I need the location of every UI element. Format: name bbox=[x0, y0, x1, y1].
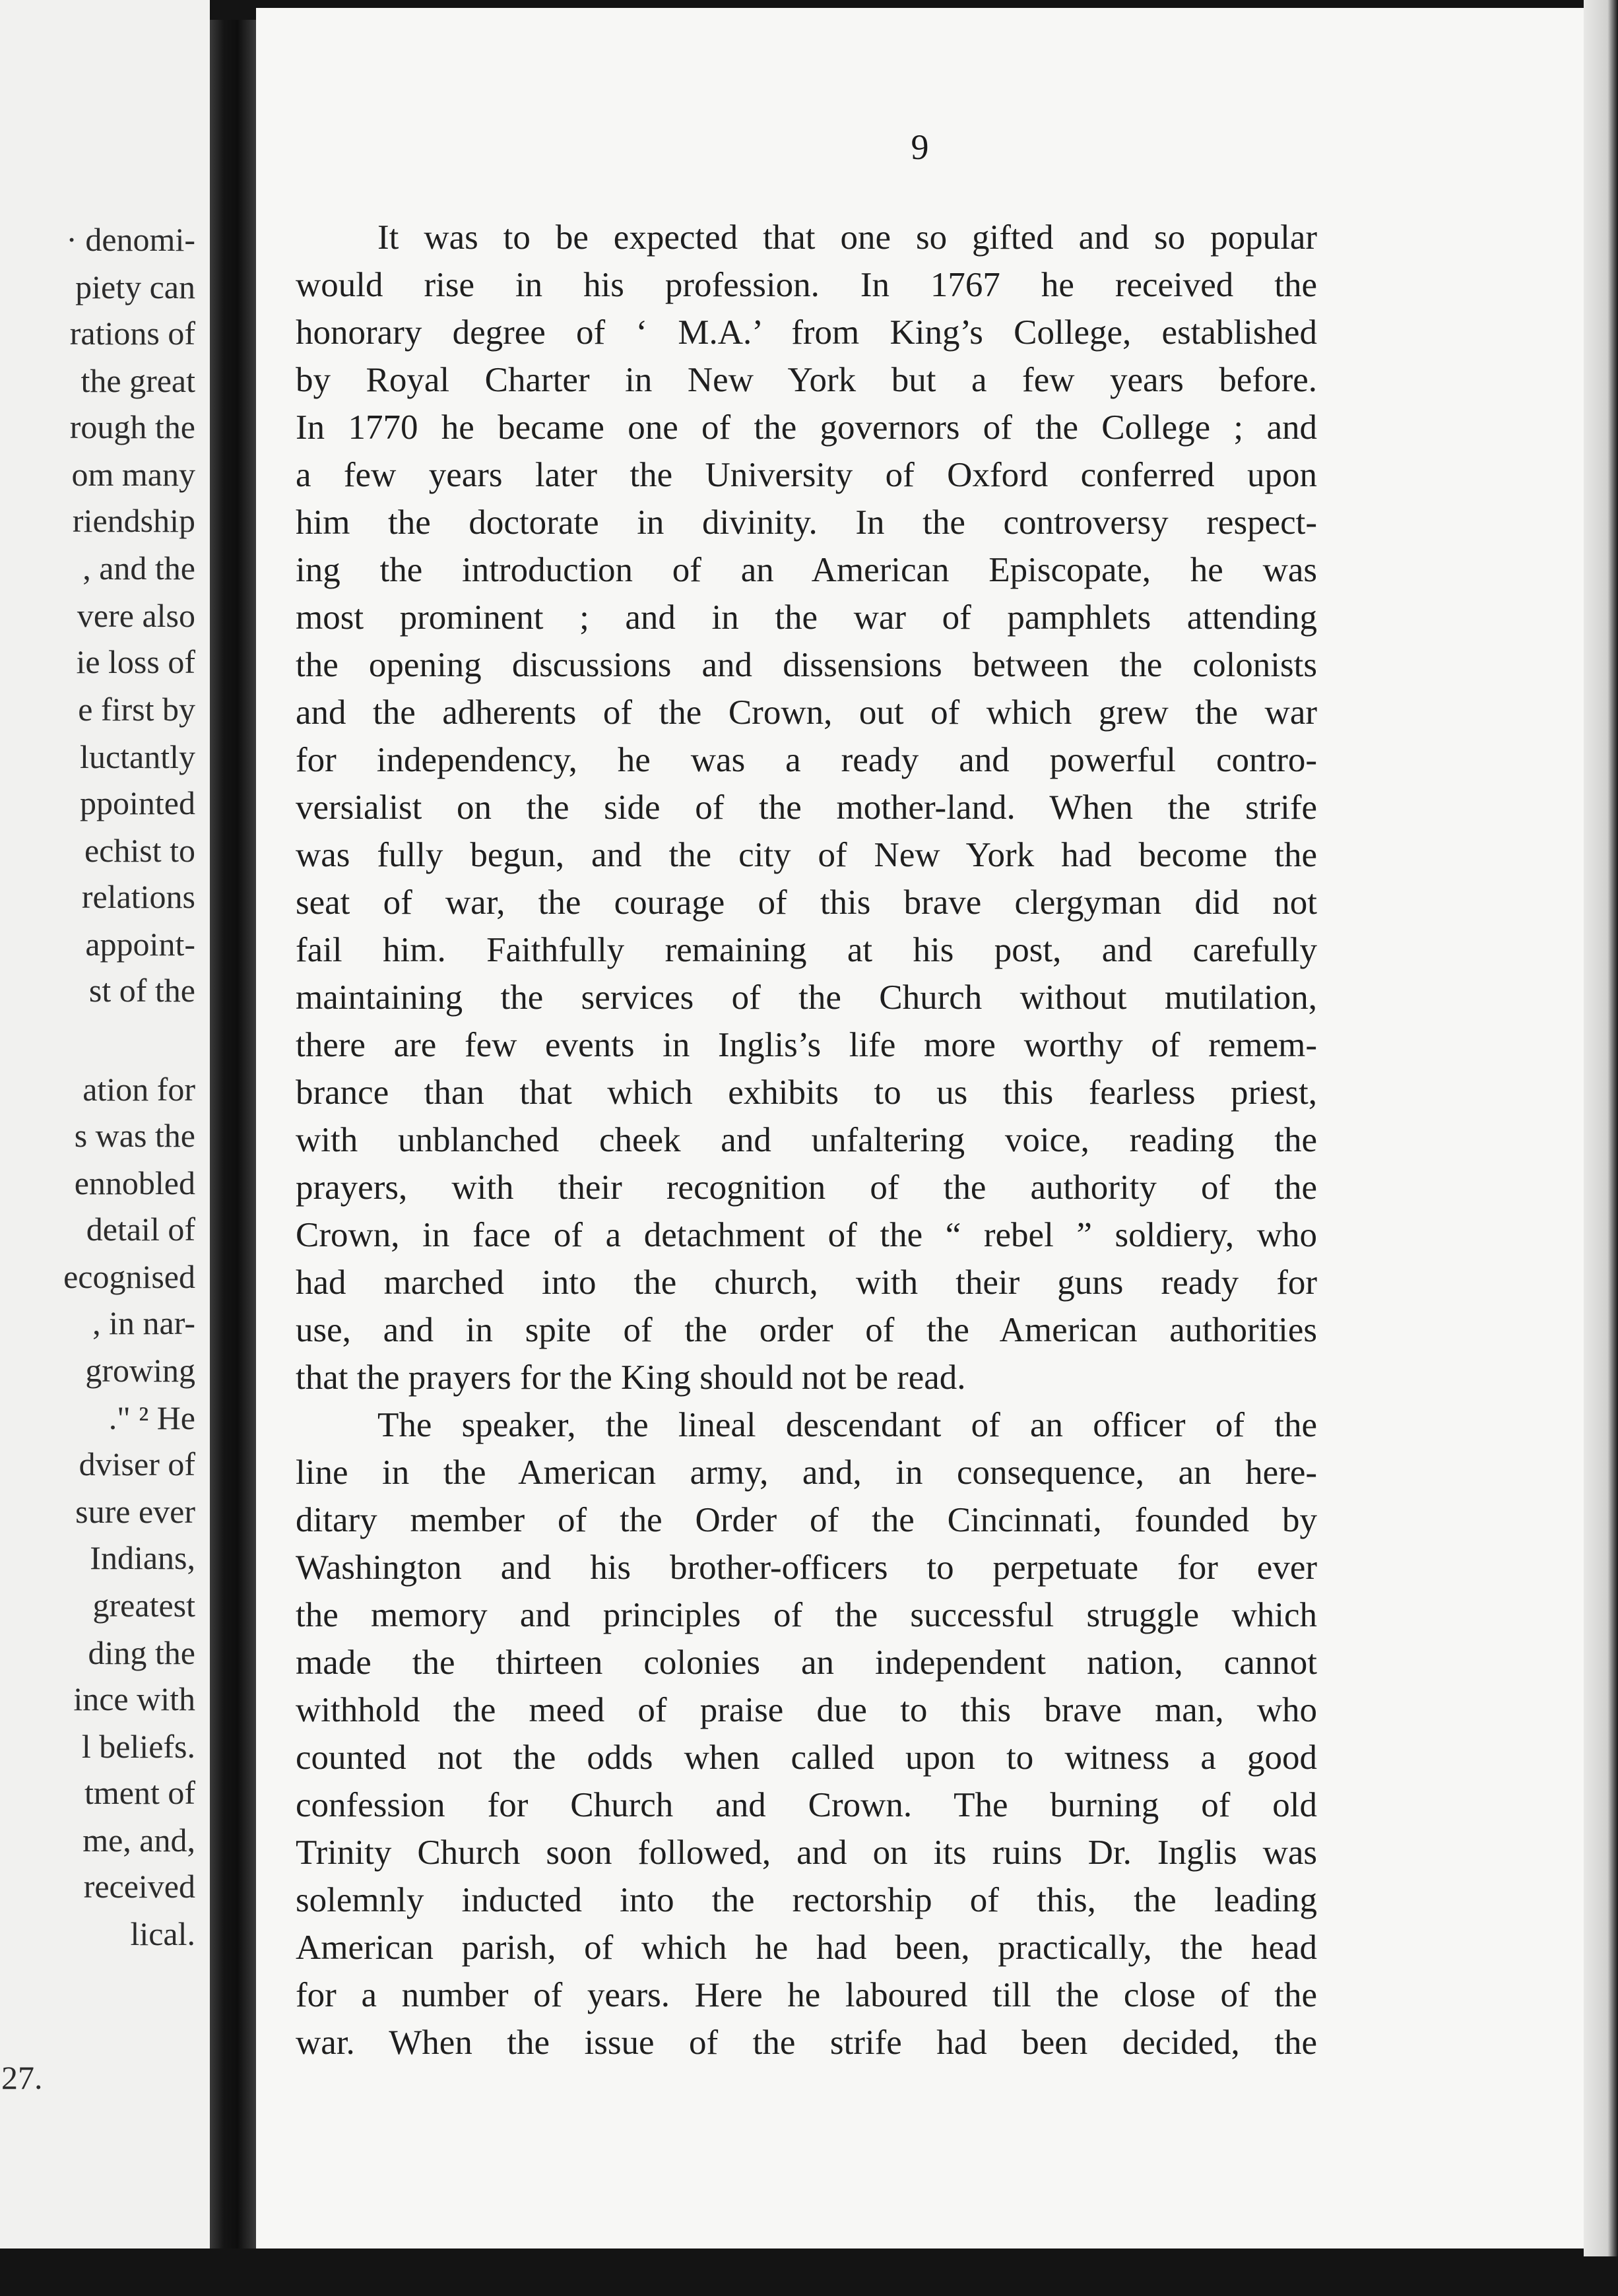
text-line: Crown, in face of a detachment of the “ rebel ” soldiery, who bbox=[296, 1216, 1317, 1254]
text-line: the memory and principles of the successful struggle which bbox=[296, 1596, 1317, 1634]
text-line: solemnly inducted into the rectorship of this, the leading bbox=[296, 1881, 1317, 1919]
text-line: ing the introduction of an American Episcopate, he was bbox=[296, 551, 1317, 589]
left-page-line: vere also bbox=[77, 597, 195, 634]
main-page bbox=[256, 8, 1584, 2248]
left-page-line: piety can bbox=[75, 269, 195, 305]
left-page-line: , in nar- bbox=[92, 1304, 195, 1341]
text-line: In 1770 he became one of the governors of the College ; and bbox=[296, 408, 1317, 447]
left-page-line: appoint- bbox=[85, 926, 195, 963]
left-page-line: dviser of bbox=[79, 1446, 195, 1483]
text-line: maintaining the services of the Church without mutilation, bbox=[296, 978, 1317, 1017]
book-gutter-shadow bbox=[210, 20, 256, 2248]
left-page-line: rough the bbox=[69, 408, 195, 445]
left-page-line: e first by bbox=[78, 691, 195, 728]
left-page-line: echist to bbox=[84, 832, 195, 869]
left-page-line: ecognised bbox=[63, 1258, 195, 1295]
left-page-line: ." ² He bbox=[108, 1399, 195, 1436]
text-line: would rise in his profession. In 1767 he received the bbox=[296, 266, 1317, 304]
text-line: war. When the issue of the strife had been decided, the bbox=[296, 2024, 1317, 2062]
text-line: ditary member of the Order of the Cincinnati, founded by bbox=[296, 1501, 1317, 1539]
left-page-line: relations bbox=[81, 878, 195, 915]
left-page-line: received bbox=[83, 1868, 195, 1905]
text-line: The speaker, the lineal descendant of an officer of the bbox=[377, 1406, 1317, 1444]
left-page-line: growing bbox=[85, 1352, 195, 1389]
text-line: confession for Church and Crown. The burning of old bbox=[296, 1786, 1317, 1824]
text-line: line in the American army, and, in consequence, an here- bbox=[296, 1453, 1317, 1492]
text-line: Trinity Church soon followed, and on its ruins Dr. Inglis was bbox=[296, 1834, 1317, 1872]
text-line: a few years later the University of Oxford conferred upon bbox=[296, 456, 1317, 494]
text-line: counted not the odds when called upon to witness a good bbox=[296, 1738, 1317, 1777]
text-line: versialist on the side of the mother-land. When the strife bbox=[296, 788, 1317, 827]
left-page-line: rations of bbox=[69, 315, 195, 352]
text-line: had marched into the church, with their guns ready for bbox=[296, 1263, 1317, 1302]
text-line: It was to be expected that one so gifted and so popular bbox=[377, 218, 1317, 257]
left-page-line: tment of bbox=[84, 1774, 195, 1811]
left-page-line: detail of bbox=[86, 1211, 195, 1248]
text-line: withhold the meed of praise due to this brave man, who bbox=[296, 1691, 1317, 1729]
text-line: was fully begun, and the city of New York had become the bbox=[296, 836, 1317, 874]
text-line: that the prayers for the King should not be read. bbox=[296, 1358, 966, 1397]
left-page-line: , and the bbox=[82, 550, 195, 587]
text-line: American parish, of which he had been, practically, the head bbox=[296, 1929, 1317, 1967]
text-line: the opening discussions and dissensions between the colonists bbox=[296, 646, 1317, 684]
left-page-line: l beliefs. bbox=[81, 1728, 195, 1765]
left-page-line: ie loss of bbox=[76, 643, 195, 680]
text-line: prayers, with their recognition of the authority of the bbox=[296, 1168, 1317, 1207]
text-line: Washington and his brother-officers to perpetuate for ever bbox=[296, 1548, 1317, 1587]
text-line: most prominent ; and in the war of pamphlets attending bbox=[296, 598, 1317, 637]
left-page-line: lical. bbox=[130, 1915, 195, 1952]
left-page-line: · denomi- bbox=[66, 221, 195, 258]
text-line: for a number of years. Here he laboured till the close of the bbox=[296, 1976, 1317, 2014]
text-line: made the thirteen colonies an independent nation, cannot bbox=[296, 1643, 1317, 1682]
left-page-line: st of the bbox=[88, 972, 195, 1009]
left-page-line: the great bbox=[81, 362, 195, 399]
left-page-line: sure ever bbox=[75, 1493, 195, 1530]
text-line: brance than that which exhibits to us this fearless priest, bbox=[296, 1073, 1317, 1112]
text-line: and the adherents of the Crown, out of which grew the war bbox=[296, 693, 1317, 732]
text-line: for independency, he was a ready and powerful contro- bbox=[296, 741, 1317, 779]
left-page-line: luctantly bbox=[80, 738, 195, 775]
left-facing-page bbox=[0, 0, 210, 2248]
text-line: honorary degree of ‘ M.A.’ from King’s College, established bbox=[296, 313, 1317, 352]
left-page-line: ation for bbox=[82, 1071, 195, 1108]
left-page-line: om many bbox=[71, 456, 195, 493]
left-page-footnote: 27. bbox=[1, 2059, 43, 2096]
left-page-line: ennobled bbox=[74, 1164, 195, 1201]
left-page-line: ppointed bbox=[80, 784, 195, 821]
left-page-line: s was the bbox=[74, 1117, 195, 1154]
text-line: by Royal Charter in New York but a few years before. bbox=[296, 361, 1317, 399]
left-page-line: riendship bbox=[72, 502, 195, 539]
page-number: 9 bbox=[911, 127, 929, 167]
left-page-line: Indians, bbox=[90, 1539, 195, 1576]
page-edge bbox=[1584, 0, 1618, 2256]
text-line: with unblanched cheek and unfaltering voice, reading the bbox=[296, 1121, 1317, 1159]
left-page-line: ding the bbox=[88, 1634, 195, 1671]
text-line: him the doctorate in divinity. In the controversy respect- bbox=[296, 503, 1317, 542]
text-line: fail him. Faithfully remaining at his post, and carefully bbox=[296, 931, 1317, 969]
text-line: there are few events in Inglis’s life more worthy of remem- bbox=[296, 1026, 1317, 1064]
left-page-line: me, and, bbox=[82, 1822, 195, 1859]
text-line: use, and in spite of the order of the American authorities bbox=[296, 1311, 1317, 1349]
left-page-line: ince with bbox=[73, 1680, 195, 1717]
text-line: seat of war, the courage of this brave clergyman did not bbox=[296, 883, 1317, 922]
left-page-line: greatest bbox=[92, 1587, 195, 1624]
